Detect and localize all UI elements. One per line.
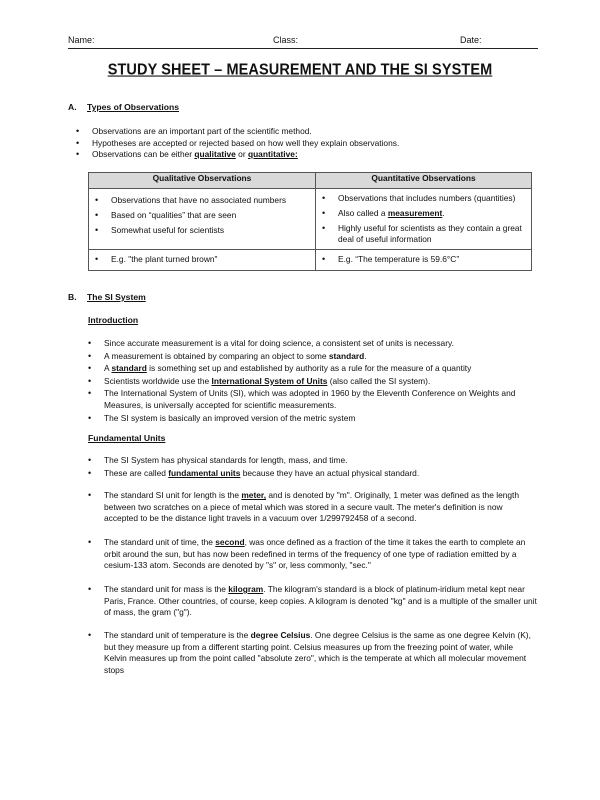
section-a-title: Types of Observations — [87, 102, 180, 112]
introduction-heading: Introduction — [88, 315, 139, 325]
list-item: • Observations that includes numbers (quantities) — [322, 193, 527, 204]
list-item: • Since accurate measurement is a vital for doing science, a consistent set of units is necessary. — [88, 338, 538, 350]
standard-term: standard — [111, 363, 147, 374]
qualitative-header: Qualitative Observations — [89, 173, 316, 189]
degree-celsius-term: degree Celsius — [250, 630, 311, 640]
fundamental-units-bullets — [88, 455, 538, 479]
table-row — [89, 250, 532, 271]
qualitative-term: qualitative — [194, 149, 236, 160]
list-item: • The standard SI unit for length is the meter, and is denoted by "m". Originally, 1 meter was defined as the length between two scratches on a piece of metal which was stored in a secure vault. The meter's definition is now accepted to be the distance light travels in a vacuum over 1/299792458 of a second. — [88, 490, 538, 525]
section-a-bullets — [76, 126, 546, 161]
list-item: • These are called fundamental units because they have an actual physical standard. — [88, 468, 538, 480]
quantitative-example-list — [322, 254, 527, 266]
class-label: Class: — [273, 35, 299, 45]
second-term: second — [215, 537, 245, 547]
quantitative-header: Quantitative Observations — [316, 173, 532, 189]
list-item: • Observations that have no associated numbers — [95, 193, 311, 208]
quantitative-term: quantitative: — [247, 149, 298, 160]
introduction-bullets — [88, 338, 538, 424]
name-label: Name: — [68, 35, 95, 45]
list-item: • The standard unit of temperature is the degree Celsius. One degree Celsius is the same as one degree Kelvin (K), but they measure up from a different starting point. Celsius measures up from the freezing point of water, while Kelvin measures up from the point called "absolute zero", which is the temperate at which all molecular movement stops — [88, 630, 538, 676]
fundamental-units-term: fundamental units — [168, 467, 241, 478]
list-item: • Highly useful for scientists as they contain a great deal of useful information — [322, 223, 527, 245]
page-title: STUDY SHEET – MEASUREMENT AND THE SI SYSTEM — [107, 61, 493, 79]
fundamental-units-heading: Fundamental Units — [88, 433, 166, 443]
list-item: • A measurement is obtained by comparing an object to some standard. — [88, 351, 538, 363]
standard-term: standard — [328, 350, 365, 361]
list-item: • Somewhat useful for scientists — [95, 223, 311, 238]
student-info-line — [68, 34, 538, 49]
table-row — [89, 189, 532, 250]
list-item: • A standard is something set up and established by authority as a rule for the measure of a quantity — [88, 363, 538, 375]
list-item: • The standard unit of time, the second, was once defined as a fraction of the time it takes the earth to complete an orbit around the sun, but has now been redefined in terms of the frequency of one type of radiation emitted by a cesium-133 atom. Seconds are denoted by "s" or, less commonly, "sec." — [88, 537, 538, 572]
list-item: • The standard unit for mass is the kilogram. The kilogram's standard is a block of platinum-iridium metal kept near Paris, France. Other countries, of course, keep copies. A kilogram is denoted "kg" and is a multiple of the smaller unit of mass, the gram ("g"). — [88, 584, 538, 619]
list-item: • Observations can be either qualitative or quantitative: — [76, 149, 546, 161]
list-item: • Observations are an important part of the scientific method. — [76, 126, 546, 138]
qualitative-example: • E.g. "the plant turned brown" — [95, 254, 311, 266]
list-item: • Hypotheses are accepted or rejected based on how well they explain observations. — [76, 138, 546, 150]
list-item: • The International System of Units (SI), which was adopted in 1960 by the Eleventh Conference on Weights and Measures, is universally accepted for scientific measurements. — [88, 388, 538, 411]
qualitative-list — [95, 193, 311, 238]
section-a-number: A. — [68, 102, 77, 112]
temperature-bullet — [88, 630, 538, 676]
time-bullet — [88, 537, 538, 572]
si-term: International System of Units — [211, 375, 328, 386]
list-item: • The SI System has physical standards for length, mass, and time. — [88, 455, 538, 467]
meter-term: meter, — [241, 490, 267, 500]
observations-table — [88, 172, 532, 271]
mass-bullet — [88, 584, 538, 619]
list-item: • Based on “qualities” that are seen — [95, 208, 311, 223]
date-label: Date: — [460, 35, 482, 45]
kilogram-term: kilogram — [228, 584, 264, 594]
section-b-number: B. — [68, 292, 77, 302]
list-item: • Also called a measurement. — [322, 208, 527, 219]
length-bullet — [88, 490, 538, 525]
quantitative-example: • E.g. “The temperature is 59.6°C” — [322, 254, 527, 266]
qualitative-example-list — [95, 254, 311, 266]
quantitative-list — [322, 193, 527, 245]
list-item: • Scientists worldwide use the International System of Units (also called the SI system). — [88, 376, 538, 388]
list-item: • The SI system is basically an improved version of the metric system — [88, 413, 538, 425]
measurement-term: measurement — [387, 208, 443, 218]
section-b-title: The SI System — [87, 292, 146, 302]
